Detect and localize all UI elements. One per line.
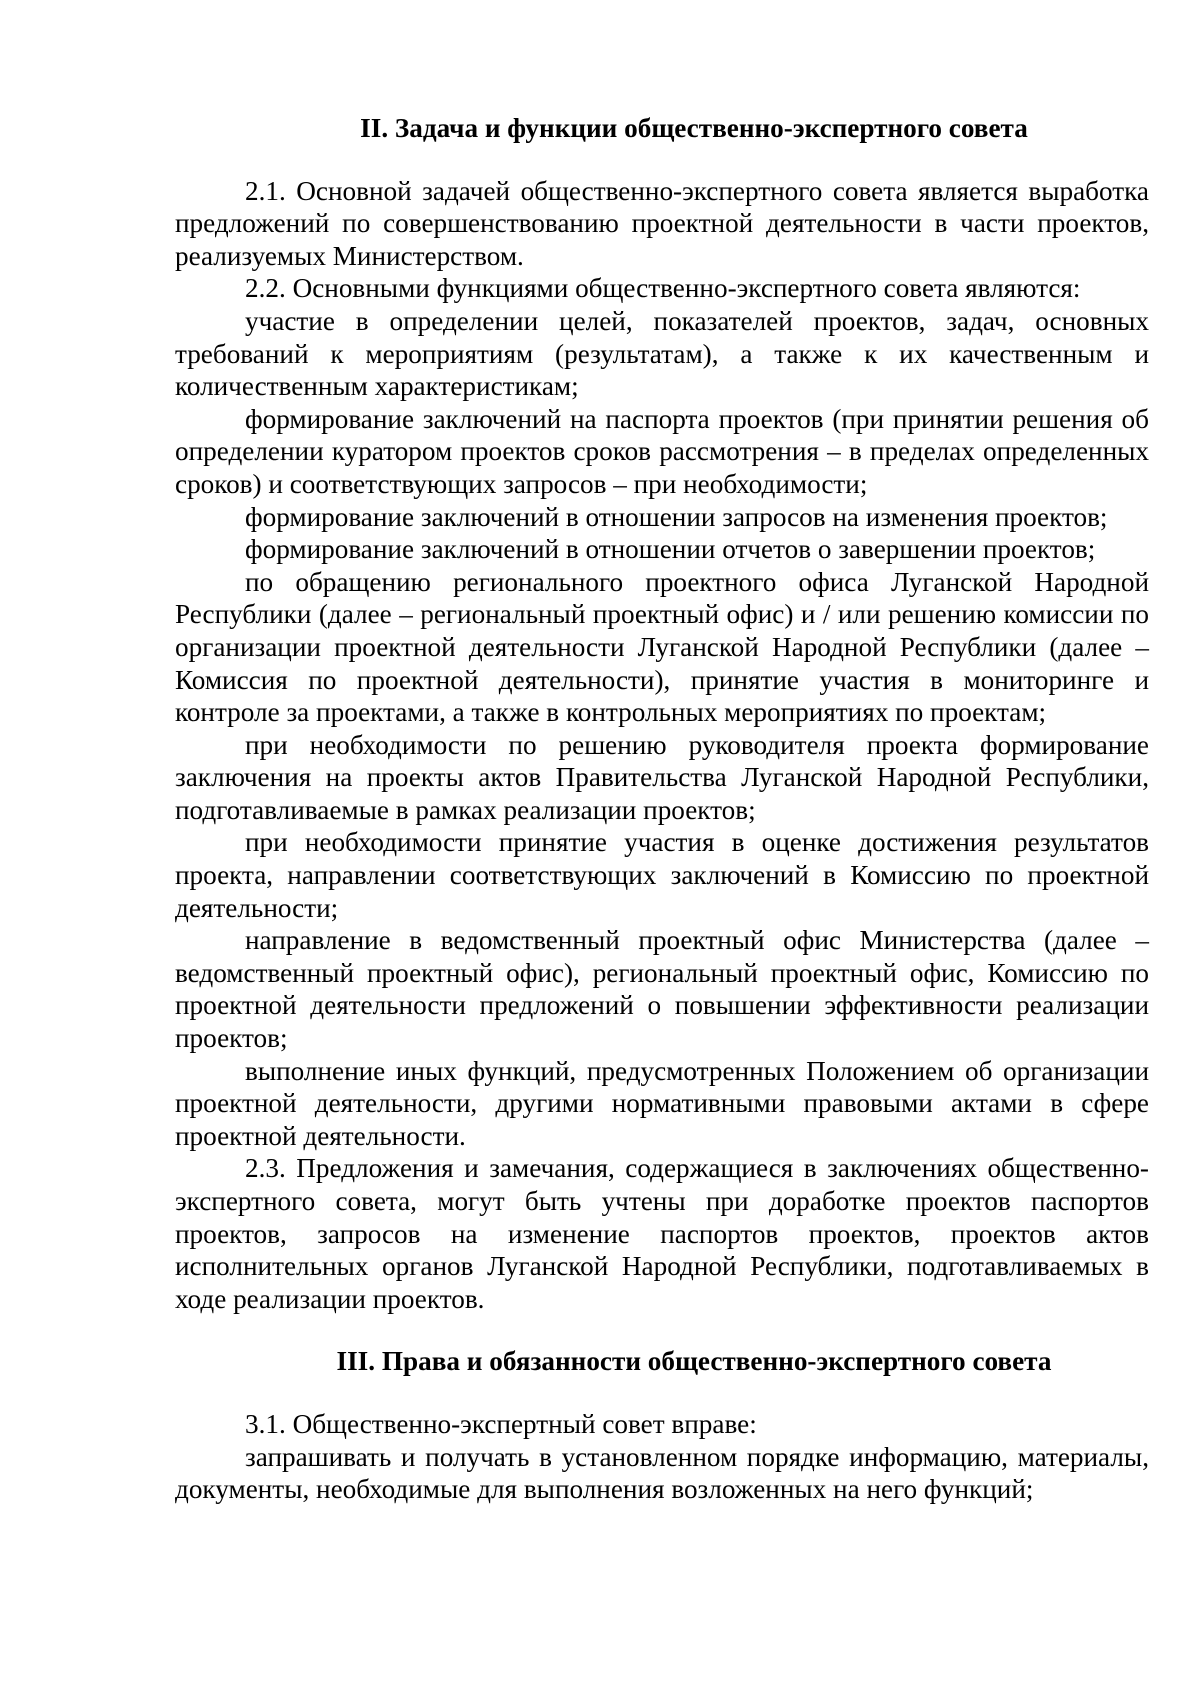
function-item: формирование заключений в отношении запросов на изменения проектов; xyxy=(245,501,1108,532)
rights-item: запрашивать и получать в установленном порядке информацию, материалы, документы, необходимые для выполнения возложенных на него функций; xyxy=(175,1441,1149,1505)
function-item: формирование заключений на паспорта проектов (при принятии решения об определении куратором проектов сроков рассмотрения – в пределах определенных сроков) и соответствующих запросов – при необходимости; xyxy=(175,403,1149,499)
function-item: участие в определении целей, показателей проектов, задач, основных требований к мероприятиям (результатам), а также к их качественным и количественным характеристикам; xyxy=(175,305,1149,402)
function-item: при необходимости по решению руководителя проекта формирование заключения на проекты актов Правительства Луганской Народной Республики, подготавливаемые в рамках реализации проектов; xyxy=(175,729,1149,825)
document-body xyxy=(175,112,1149,1506)
section-3-heading: III. Права и обязанности общественно-экспертного совета xyxy=(336,1346,1052,1377)
function-item: направление в ведомственный проектный офис Министерства (далее – ведомственный проектный офис), региональный проектный офис, Комиссию по проектной деятельности предложений о повышении эффективности реализации проектов; xyxy=(175,925,1149,1054)
function-item: при необходимости принятие участия в оценке достижения результатов проекта, направлении соответствующих заключений в Комиссию по проектной деятельности; xyxy=(175,827,1149,923)
function-item: выполнение иных функций, предусмотренных Положением об организации проектной деятельности, другими нормативными правовыми актами в сфере проектной деятельности. xyxy=(175,1055,1149,1151)
paragraph-3-1: 3.1. Общественно-экспертный совет вправе: xyxy=(245,1408,757,1439)
function-item: формирование заключений в отношении отчетов о завершении проектов; xyxy=(245,534,1096,565)
section-2-heading: II. Задача и функции общественно-экспертного совета xyxy=(360,113,1028,143)
paragraph-2-3: 2.3. Предложения и замечания, содержащиеся в заключениях общественно-экспертного совета, могут быть учтены при доработке проектов паспортов проектов, запросов на изменение паспортов проектов, проектов актов исполнительных органов Луганской Народной Республики, подготавливаемых в ходе реализации проектов. xyxy=(175,1153,1149,1314)
paragraph-2-2: 2.2. Основными функциями общественно-экспертного совета являются: xyxy=(245,273,1081,304)
paragraph-2-1: 2.1. Основной задачей общественно-экспертного совета является выработка предложений по совершенствованию проектной деятельности в части проектов, реализуемых Министерством. xyxy=(175,175,1149,271)
function-item: по обращению регионального проектного офиса Луганской Народной Республики (далее – региональный проектный офис) и / или решению комиссии по организации проектной деятельности Луганской Народной Республики (далее – Комиссия по проектной деятельности), принятие участия в мониторинге и контроле за проектами, а также в контрольных мероприятиях по проектам; xyxy=(175,566,1149,728)
